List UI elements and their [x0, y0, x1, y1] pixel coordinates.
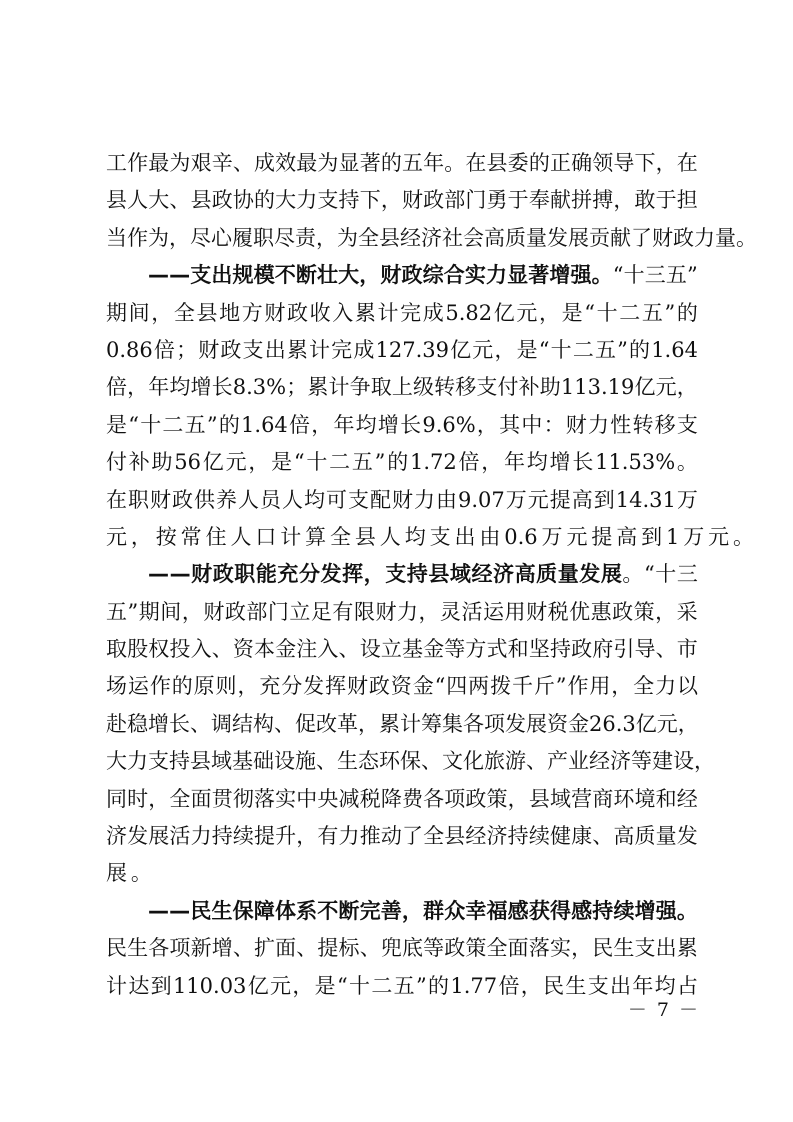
text-line: 期 间 ， 全 县 地 方 财 政 收 入 累 计 完 成 5.82 亿 元 ， 是 “ 十 二 五 ” 的 [106, 300, 698, 325]
paragraph-heading-line: — — 财 政 职 能 充 分 发 挥 ， 支 持 县 域 经 济 高 质 量 发 展 。 “ 十 三 [148, 562, 698, 587]
paragraph-heading-line: — — 支 出 规 模 不 断 壮 大 ， 财 政 综 合 实 力 显 著 增 强 。 “ 十 三 五 ” [148, 263, 698, 288]
text-line: 赴 稳 增 长 、 调 结 构 、 促 改 革 ， 累 计 筹 集 各 项 发 展 资 金 26.3 亿 元 ， [106, 711, 699, 736]
text-line: 工 作 最 为 艰 辛 、 成 效 最 为 显 著 的 五 年 。 在 县 委 的 正 确 领 导 下 ， 在 [106, 151, 698, 175]
text-line: 0.86 倍 ； 财 政 支 出 累 计 完 成 127.39 亿 元 ， 是 “ 十 二 五 ” 的 1.64 [106, 337, 698, 362]
text-line: 倍 ， 年 均 增 长 8.3% ； 累 计 争 取 上 级 转 移 支 付 补 助 113.19 亿 元 ， [106, 375, 698, 400]
text-line: 场 运 作 的 原 则 ， 充 分 发 挥 财 政 资 金 “ 四 两 拨 千 斤 ” 作 用 ， 全 力 以 [106, 674, 698, 699]
text-line: 济 发 展 活 力 持 续 提 升 ， 有 力 推 动 了 全 县 经 济 持 续 健 康 、 高 质 量 发 [106, 824, 698, 849]
text-line: 元 ， 按 常 住 人 口 计 算 全 县 人 均 支 出 由 0.6 万 元 提 高 到 1 万 元 。 [106, 524, 755, 549]
text-line: 是 “ 十 二 五 ” 的 1.64 倍 ， 年 均 增 长 9.6% ， 其 中 ： 财 力 性 转 移 支 [106, 412, 698, 437]
text-line: 同 时 ， 全 面 贯 彻 落 实 中 央 减 税 降 费 各 项 政 策 ， 县 域 营 商 环 境 和 经 [106, 786, 698, 811]
paragraph-heading-line: — — 民 生 保 障 体 系 不 断 完 善 ， 群 众 幸 福 感 获 得 感 持 续 增 强 。 [148, 898, 698, 923]
text-line: 计 达 到 110.03 亿 元 ， 是 “ 十 二 五 ” 的 1.77 倍 ， 民 生 支 出 年 均 占 [106, 973, 698, 998]
page-number: － 7 － [627, 999, 700, 1021]
text-line: 付 补 助 56 亿 元 ， 是 “ 十 二 五 ” 的 1.72 倍 ， 年 均 增 长 11.53% 。 [106, 450, 698, 475]
text-line: 在 职 财 政 供 养 人 员 人 均 可 支 配 财 力 由 9.07 万 元 提 高 到 14.31 万 [106, 487, 698, 512]
text-line: 大 力 支 持 县 域 基 础 设 施 、 生 态 环 保 、 文 化 旅 游 、 产 业 经 济 等 建 设 ， [106, 749, 715, 774]
text-line: 取 股 权 投 入 、 资 本 金 注 入 、 设 立 基 金 等 方 式 和 坚 持 政 府 引 导 、 市 [106, 637, 698, 662]
body-text [106, 145, 757, 1005]
text-line: 展 。 [106, 861, 152, 886]
text-line: 县 人 大 、 县 政 协 的 大 力 支 持 下 ， 财 政 部 门 勇 于 奉 献 拼 搏 ， 敢 于 担 [106, 188, 698, 213]
text-line: 五 ” 期 间 ， 财 政 部 门 立 足 有 限 财 力 ， 灵 活 运 用 财 税 优 惠 政 策 ， 采 [106, 599, 698, 624]
text-line: 当 作 为 ， 尽 心 履 职 尽 责 ， 为 全 县 经 济 社 会 高 质 量 发 展 贡 献 了 财 政 力 量 。 [106, 225, 757, 250]
text-line: 民 生 各 项 新 增 、 扩 面 、 提 标 、 兜 底 等 政 策 全 面 落 实 ， 民 生 支 出 累 [106, 936, 698, 961]
